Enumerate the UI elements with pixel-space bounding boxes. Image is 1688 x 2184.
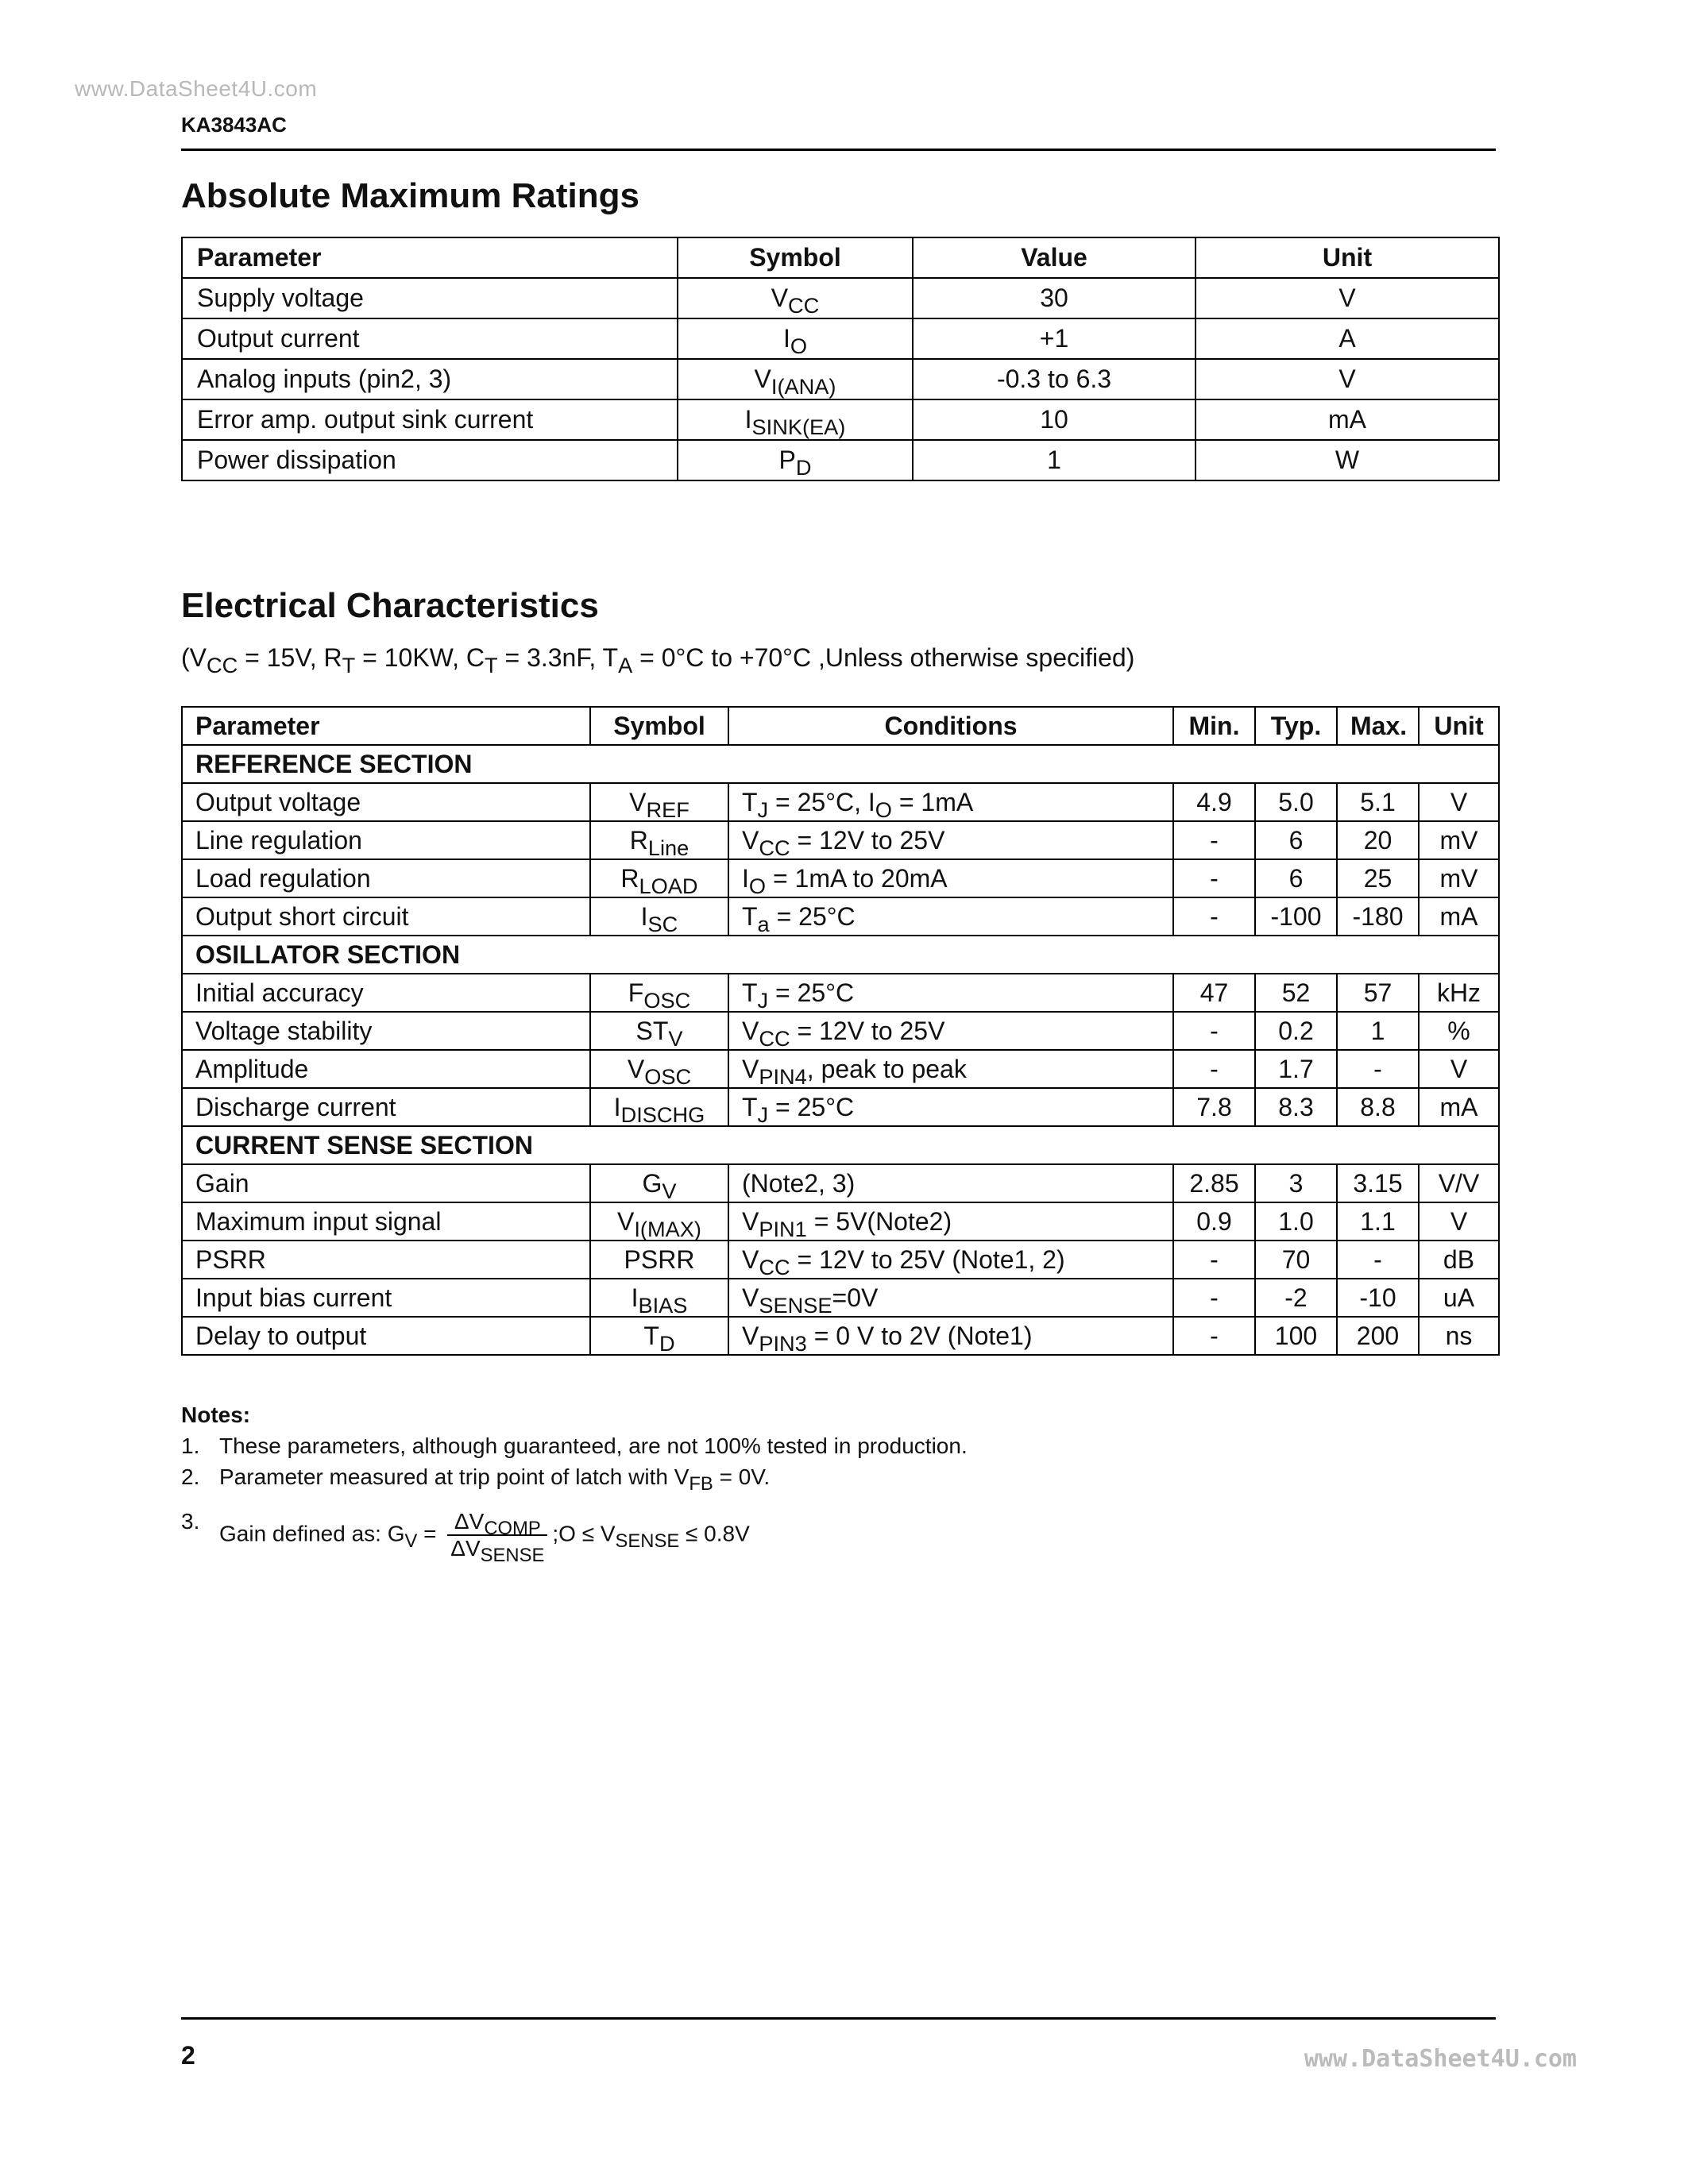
ec-min: - [1173,1050,1255,1088]
ec-unit: dB [1419,1241,1499,1279]
amr-header-symbol: Symbol [678,237,913,278]
cond-part: , peak to peak [806,1054,967,1083]
amr-unit: W [1196,440,1499,480]
note-2-end: = 0V. [713,1464,771,1489]
ec-unit: mV [1419,859,1499,897]
symbol-subscript: LOAD [639,873,698,898]
cond-part: = 25°C, I [768,787,875,816]
cond-part: = 25°C [768,978,855,1007]
ec-typ: 8.3 [1255,1088,1337,1126]
gain-denominator-sub: SENSE [480,1545,545,1567]
amr-value: 30 [913,278,1196,318]
symbol-main: I [631,1283,639,1312]
ec-unit: mA [1419,1088,1499,1126]
symbol-main: I [744,405,752,434]
ec-min: 47 [1173,974,1255,1012]
cond-part: I [742,863,749,893]
ec-conditions [728,1088,1173,1126]
gain-numerator-sub: COMP [484,1518,541,1540]
amr-symbol [678,399,913,440]
symbol-main: V [754,365,771,393]
header-watermark: www.DataSheet4U.com [75,76,318,101]
ec-parameter: Load regulation [182,859,590,897]
ec-row [182,1050,1499,1088]
ec-header-row [182,707,1499,745]
symbol-main: G [642,1168,662,1198]
ec-max: -10 [1337,1279,1419,1317]
ec-max: - [1337,1050,1419,1088]
ec-cond-ct: = 3.3nF, T [497,643,619,672]
symbol-main: P [778,446,796,474]
symbol-main: ST [635,1016,669,1045]
note-3-range: ;O ≤ V [552,1521,616,1546]
gain-fraction [447,1509,547,1567]
cond-sub: O [748,873,767,898]
ec-parameter: Output short circuit [182,897,590,936]
header-rule [181,149,1496,151]
ec-max: 200 [1337,1317,1419,1355]
symbol-main: R [629,825,648,855]
amr-value: +1 [913,318,1196,359]
amr-table [181,237,1500,481]
cond-part: = 25°C [769,901,856,931]
ec-conditions [728,1279,1173,1317]
symbol-subscript: V [662,1178,677,1203]
symbol-subscript: I(ANA) [771,374,836,399]
symbol-main: I [613,1092,621,1121]
note-3-range-sub: SENSE [615,1530,680,1552]
ec-row [182,897,1499,936]
symbol-main: T [643,1321,659,1350]
ec-min: 7.8 [1173,1088,1255,1126]
ec-conditions [728,1012,1173,1050]
cond-part: T [742,978,758,1007]
cond-part: = 1mA to 20mA [766,863,948,893]
ec-min: - [1173,821,1255,859]
cond-part: T [742,901,758,931]
ec-section-row [182,1126,1499,1164]
ec-unit: kHz [1419,974,1499,1012]
ec-unit: V [1419,1202,1499,1241]
ec-unit: mV [1419,821,1499,859]
cond-part: = 12V to 25V [790,1016,945,1045]
note-2-text: Parameter measured at trip point of latch with V [219,1464,689,1489]
ec-parameter: Maximum input signal [182,1202,590,1241]
ec-header-parameter: Parameter [182,707,590,745]
ec-cond-vcc-sub: CC [207,653,238,678]
cond-sub: J [757,1102,769,1127]
note-3 [181,1509,1688,1567]
symbol-main: I [640,901,648,931]
note-2 [181,1461,968,1494]
ec-min: - [1173,1279,1255,1317]
ec-max: -180 [1337,897,1419,936]
ec-section-row [182,936,1499,974]
amr-header-parameter: Parameter [182,237,678,278]
ec-row [182,1317,1499,1355]
ec-conditions [728,974,1173,1012]
ec-unit: % [1419,1012,1499,1050]
ec-parameter: Output voltage [182,783,590,821]
ec-symbol [590,821,728,859]
ec-min: 2.85 [1173,1164,1255,1202]
cond-sub: PIN1 [759,1216,807,1241]
cond-part: V [742,1206,759,1236]
note-3-text: Gain defined as: G [219,1521,405,1546]
symbol-subscript: D [795,455,812,480]
symbol-subscript: DISCHG [620,1102,705,1127]
cond-sub: PIN4 [759,1063,807,1089]
ec-header-unit: Unit [1419,707,1499,745]
cond-part: V [742,1244,759,1274]
symbol-subscript: V [668,1025,683,1051]
cond-sub: O [875,797,892,822]
ec-symbol [590,1050,728,1088]
ec-cond-rt-sub: T [342,653,356,678]
cond-sub: CC [759,1254,790,1279]
symbol-subscript: Line [647,835,689,860]
ec-parameter: Amplitude [182,1050,590,1088]
ec-symbol [590,1164,728,1202]
amr-parameter: Output current [182,318,678,359]
symbol-main: F [628,978,644,1007]
ec-conditions [728,897,1173,936]
amr-unit: mA [1196,399,1499,440]
note-2-number: 2. [181,1464,200,1489]
cond-part: = 5V(Note2) [806,1206,952,1236]
ec-symbol [590,974,728,1012]
ec-title: Electrical Characteristics [181,586,599,625]
ec-section-row [182,745,1499,783]
gain-numerator-text: ΔV [454,1509,485,1534]
amr-symbol [678,440,913,480]
amr-row [182,440,1499,480]
amr-symbol [678,318,913,359]
ec-unit: V [1419,1050,1499,1088]
gain-numerator [447,1509,547,1540]
amr-value: 1 [913,440,1196,480]
cond-part: = 12V to 25V (Note1, 2) [790,1244,1065,1274]
ec-parameter: Voltage stability [182,1012,590,1050]
ec-row [182,1012,1499,1050]
symbol-subscript: SINK(EA) [751,415,846,440]
ec-parameter: Delay to output [182,1317,590,1355]
ec-section-title: REFERENCE SECTION [182,745,1499,783]
ec-min: - [1173,859,1255,897]
amr-row [182,359,1499,399]
amr-parameter: Supply voltage [182,278,678,318]
note-1-text: These parameters, although guaranteed, are not 100% tested in production. [219,1433,968,1458]
cond-sub: a [757,911,770,936]
ec-unit: V [1419,783,1499,821]
ec-typ: -100 [1255,897,1337,936]
ec-row [182,821,1499,859]
ec-typ: 1.7 [1255,1050,1337,1088]
ec-header-symbol: Symbol [590,707,728,745]
ec-typ: 52 [1255,974,1337,1012]
cond-part: = 25°C [768,1092,855,1121]
note-2-sub: FB [689,1473,713,1495]
amr-symbol [678,278,913,318]
amr-parameter: Analog inputs (pin2, 3) [182,359,678,399]
ec-row [182,783,1499,821]
ec-typ: 6 [1255,859,1337,897]
ec-min: 0.9 [1173,1202,1255,1241]
ec-symbol [590,1279,728,1317]
ec-cond-ct-sub: T [484,653,498,678]
footer-watermark: www.DataSheet4U.com [1304,2045,1577,2073]
amr-row [182,399,1499,440]
ec-min: - [1173,1317,1255,1355]
ec-row [182,974,1499,1012]
cond-part: T [742,1092,758,1121]
ec-cond-vcc: = 15V, R [238,643,342,672]
ec-parameter: Gain [182,1164,590,1202]
ec-typ: 5.0 [1255,783,1337,821]
ec-symbol [590,1202,728,1241]
ec-symbol [590,897,728,936]
amr-title: Absolute Maximum Ratings [181,176,639,215]
ec-max: 3.15 [1337,1164,1419,1202]
note-1-number: 1. [181,1433,200,1458]
ec-header-max: Max. [1337,707,1419,745]
ec-max: 1 [1337,1012,1419,1050]
cond-part: =0V [832,1283,879,1312]
amr-value: 10 [913,399,1196,440]
ec-max: - [1337,1241,1419,1279]
ec-unit: ns [1419,1317,1499,1355]
cond-part: T [742,787,758,816]
amr-row [182,318,1499,359]
amr-parameter: Power dissipation [182,440,678,480]
ec-conditions [728,859,1173,897]
cond-part: V [742,1321,759,1350]
symbol-main: V [617,1206,635,1236]
amr-row [182,278,1499,318]
ec-max: 8.8 [1337,1088,1419,1126]
ec-conditions [728,1317,1173,1355]
ec-conditions [728,783,1173,821]
notes-heading: Notes: [181,1403,251,1427]
gain-denominator-text: ΔV [450,1536,481,1561]
page-number: 2 [181,2041,195,2070]
symbol-subscript: BIAS [638,1292,688,1318]
ec-symbol [590,1241,728,1279]
ec-conditions [728,1202,1173,1241]
gain-denominator [447,1536,547,1567]
cond-sub: CC [759,1025,790,1051]
symbol-main: I [782,324,790,353]
ec-max: 57 [1337,974,1419,1012]
ec-parameter: PSRR [182,1241,590,1279]
ec-parameter: Initial accuracy [182,974,590,1012]
ec-header-typ: Typ. [1255,707,1337,745]
cond-part: V [742,1016,759,1045]
ec-row [182,1164,1499,1202]
ec-header-conditions: Conditions [728,707,1173,745]
amr-parameter: Error amp. output sink current [182,399,678,440]
ec-table [181,706,1500,1356]
cond-part: V [742,1054,759,1083]
symbol-main: V [771,284,789,312]
ec-min: - [1173,897,1255,936]
note-3-g-sub: V [404,1530,418,1552]
ec-parameter: Line regulation [182,821,590,859]
symbol-subscript: D [659,1330,675,1356]
cond-part: (Note2, 3) [742,1168,856,1198]
notes [181,1399,968,1494]
cond-sub: SENSE [759,1292,832,1318]
ec-header-min: Min. [1173,707,1255,745]
ec-max: 20 [1337,821,1419,859]
symbol-subscript: REF [646,797,689,822]
cond-part: V [742,1283,759,1312]
ec-conditions [728,821,1173,859]
ec-section-title: OSILLATOR SECTION [182,936,1499,974]
cond-sub: PIN3 [759,1330,807,1356]
note-1 [181,1430,968,1461]
ec-typ: 0.2 [1255,1012,1337,1050]
amr-unit: A [1196,318,1499,359]
ec-cond-open: (V [181,643,207,672]
cond-sub: CC [759,835,790,860]
cond-sub: J [757,797,769,822]
ec-symbol [590,859,728,897]
ec-typ: 6 [1255,821,1337,859]
ec-symbol [590,783,728,821]
ec-row [182,1279,1499,1317]
ec-row [182,1088,1499,1126]
ec-typ: -2 [1255,1279,1337,1317]
ec-max: 5.1 [1337,783,1419,821]
symbol-subscript: SC [647,911,678,936]
note-3-equals: = [417,1521,443,1546]
ec-cond-ta: = 0°C to +70°C ,Unless otherwise specified) [632,643,1135,672]
ec-parameter: Input bias current [182,1279,590,1317]
ec-parameter: Discharge current [182,1088,590,1126]
ec-conditions [728,1241,1173,1279]
ec-conditions-line [181,643,1135,678]
cond-sub: J [757,987,769,1013]
footer-rule [181,2017,1496,2020]
ec-conditions [728,1164,1173,1202]
symbol-subscript: OSC [644,1063,692,1089]
symbol-subscript: I(MAX) [634,1216,701,1241]
symbol-subscript: O [790,334,808,359]
amr-symbol [678,359,913,399]
ec-unit: uA [1419,1279,1499,1317]
amr-value: -0.3 to 6.3 [913,359,1196,399]
ec-typ: 1.0 [1255,1202,1337,1241]
cond-part: = 12V to 25V [790,825,945,855]
ec-unit: V/V [1419,1164,1499,1202]
symbol-main: V [629,787,647,816]
ec-min: - [1173,1012,1255,1050]
amr-header-unit: Unit [1196,237,1499,278]
cond-part: V [742,825,759,855]
ec-row [182,859,1499,897]
ec-row [182,1241,1499,1279]
amr-unit: V [1196,278,1499,318]
amr-unit: V [1196,359,1499,399]
ec-max: 25 [1337,859,1419,897]
ec-conditions [728,1050,1173,1088]
ec-min: 4.9 [1173,783,1255,821]
ec-max: 1.1 [1337,1202,1419,1241]
note-3-end: ≤ 0.8V [679,1521,750,1546]
ec-typ: 3 [1255,1164,1337,1202]
note-3-number: 3. [181,1509,200,1534]
ec-symbol [590,1088,728,1126]
amr-header-row [182,237,1499,278]
cond-part: = 1mA [891,787,974,816]
cond-part: = 0 V to 2V (Note1) [806,1321,1033,1350]
symbol-main: PSRR [624,1244,695,1274]
ec-cond-ta-sub: A [618,653,633,678]
part-number: KA3843AC [181,113,287,137]
ec-unit: mA [1419,897,1499,936]
symbol-main: V [627,1054,645,1083]
ec-symbol [590,1317,728,1355]
ec-section-title: CURRENT SENSE SECTION [182,1126,1499,1164]
ec-typ: 70 [1255,1241,1337,1279]
ec-symbol [590,1012,728,1050]
symbol-main: R [620,863,639,893]
ec-row [182,1202,1499,1241]
amr-header-value: Value [913,237,1196,278]
symbol-subscript: CC [788,293,820,318]
ec-typ: 100 [1255,1317,1337,1355]
ec-cond-rt: = 10KW, C [355,643,485,672]
ec-min: - [1173,1241,1255,1279]
symbol-subscript: OSC [643,987,691,1013]
